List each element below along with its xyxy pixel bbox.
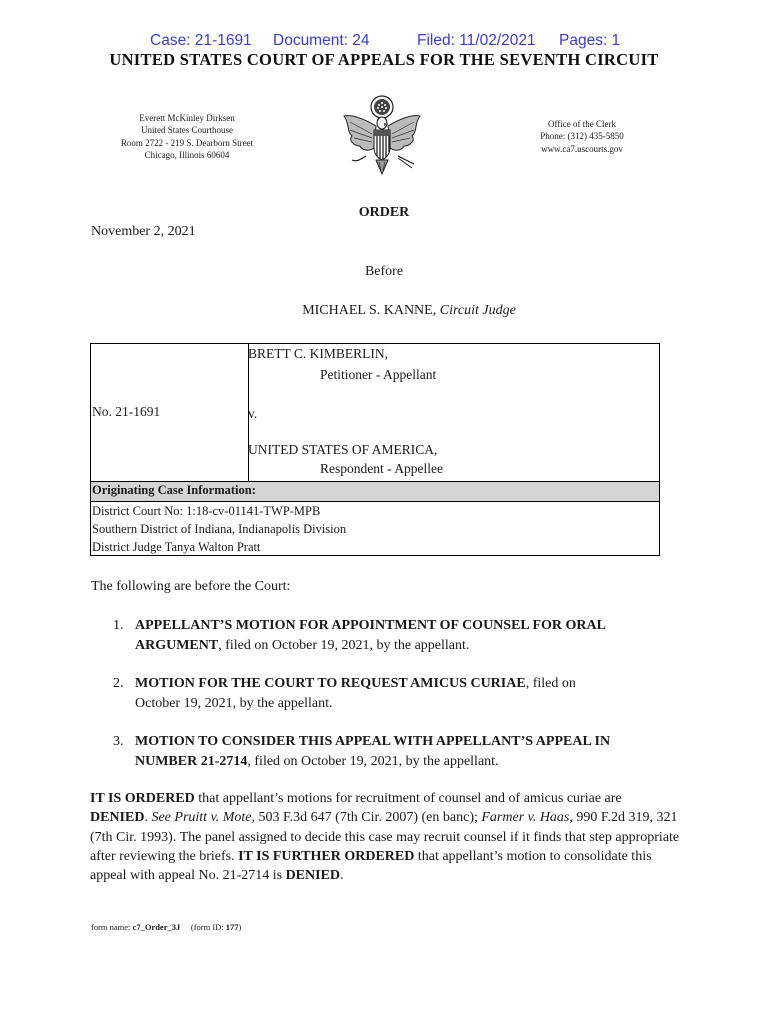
motion-filed: , filed on October 19, 2021, by the appellant.: [218, 637, 470, 653]
judge-name: MICHAEL S. KANNE,: [302, 303, 437, 318]
order-paragraph: [90, 789, 680, 885]
form-name-label: form name:: [91, 922, 133, 932]
clerk-office: Office of the Clerk: [547, 119, 617, 129]
banner-filed: Filed: 11/02/2021: [417, 32, 536, 49]
great-seal-eagle-icon: [336, 90, 428, 182]
motion-title: APPELLANT’S MOTION FOR APPOINTMENT OF COUNSEL FOR ORAL: [135, 618, 606, 633]
denied-phrase: DENIED: [90, 810, 145, 826]
motion-item: [113, 616, 633, 655]
ordered-phrase: IT IS ORDERED: [90, 791, 195, 806]
order-heading: ORDER: [358, 205, 410, 220]
motion-item: [113, 732, 633, 771]
case-caption-table: [90, 343, 660, 556]
form-id: 177: [225, 922, 239, 932]
case-number: No. 21-1691: [92, 404, 161, 419]
order-text: that appellant’s motions for recruitment of counsel and of amicus curiae are: [194, 791, 622, 806]
order-text: .: [340, 868, 344, 884]
motion-item: [113, 674, 633, 713]
motion-filed: , filed on: [525, 676, 576, 691]
case-banner: [0, 32, 768, 52]
motion-filed: October 19, 2021, by the appellant.: [135, 695, 333, 711]
intro-text: The following are before the Court:: [91, 579, 291, 594]
order-date: November 2, 2021: [91, 224, 196, 239]
form-id-close: ): [238, 922, 242, 932]
motion-title: ARGUMENT: [135, 637, 219, 653]
courthouse-address: [106, 112, 268, 161]
motion-number: 2.: [113, 676, 124, 691]
district-name: Southern District of Indiana, Indianapolis Division: [92, 522, 347, 536]
before-label: Before: [364, 264, 404, 279]
denied-phrase: DENIED: [285, 868, 341, 884]
order-text: .: [144, 810, 152, 826]
clerk-website: www.ca7.uscourts.gov: [541, 143, 623, 154]
originating-info-header: [91, 481, 659, 502]
respondent-role: Respondent - Appellee: [320, 461, 443, 476]
judge-title: Circuit Judge: [439, 303, 516, 318]
petitioner-name: BRETT C. KIMBERLIN,: [248, 346, 389, 361]
judge-line: [0, 303, 768, 319]
banner-document: Document: 24: [273, 32, 370, 49]
clerk-contact: [508, 118, 656, 155]
district-court-number: District Court No: 1:18-cv-01141-TWP-MPB: [92, 504, 321, 518]
motion-filed: , filed on October 19, 2021, by the appellant.: [247, 753, 499, 769]
motion-number: 1.: [113, 618, 124, 633]
order-text: , 503 F.3d 647 (7th Cir. 2007) (en banc);: [251, 810, 482, 826]
motion-title: MOTION FOR THE COURT TO REQUEST AMICUS CURIAE: [135, 676, 526, 691]
motion-number: 3.: [113, 734, 124, 749]
originating-info-label: Originating Case Information:: [92, 483, 256, 497]
address-line: Everett McKinley Dirksen: [139, 113, 235, 123]
order-text: that appellant’s motion to consolidate this appeal with appeal No. 21-2714 is: [90, 848, 652, 884]
motion-title: NUMBER 21-2714: [135, 753, 248, 769]
form-id-label: (form ID:: [190, 922, 226, 932]
address-line: Room 2722 - 219 S. Dearborn Street: [120, 137, 254, 148]
citation-case: See Pruitt v. Mote: [151, 810, 252, 826]
court-title: UNITED STATES COURT OF APPEALS FOR THE SEVENTH CIRCUIT: [109, 50, 659, 69]
further-ordered-phrase: IT IS FURTHER ORDERED: [238, 848, 415, 864]
district-judge: District Judge Tanya Walton Pratt: [92, 540, 261, 554]
motion-title: MOTION TO CONSIDER THIS APPEAL WITH APPELLANT’S APPEAL IN: [135, 734, 611, 749]
citation-case: Farmer v. Haas: [481, 810, 570, 826]
form-name: c7_Order_3J: [132, 922, 181, 932]
order-text: , 990 F.2d 319, 321 (7th Cir. 1993). The panel assigned to decide this case may recruit counsel if it finds that step appropriate after reviewing the briefs.: [90, 810, 680, 864]
form-footer: [91, 922, 241, 932]
banner-pages: Pages: 1: [559, 32, 621, 49]
banner-case: Case: 21-1691: [150, 32, 252, 49]
respondent-name: UNITED STATES OF AMERICA,: [248, 442, 438, 457]
versus: v.: [248, 406, 258, 421]
clerk-phone: Phone: (312) 435-5850: [540, 131, 624, 142]
address-line: Chicago, Illinois 60604: [144, 149, 230, 160]
address-line: United States Courthouse: [141, 125, 233, 136]
petitioner-role: Petitioner - Appellant: [320, 367, 437, 382]
